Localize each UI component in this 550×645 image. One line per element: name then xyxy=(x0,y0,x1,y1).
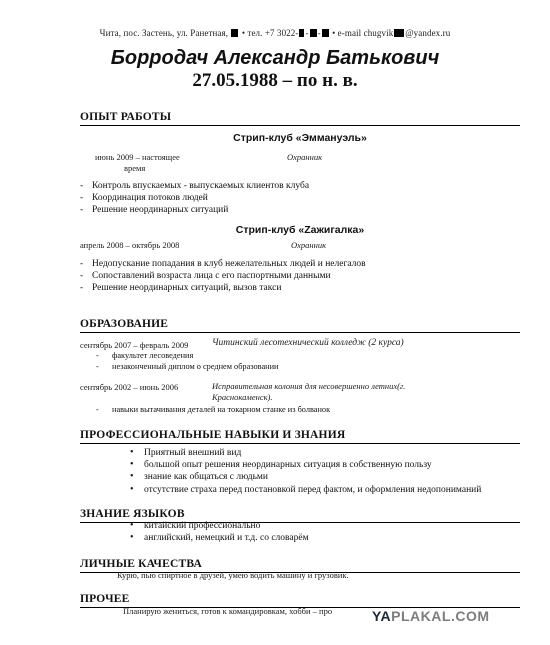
section-other-heading: ПРОЧЕЕ xyxy=(80,589,520,608)
job-company: Стрип-клуб «Zажигалка» xyxy=(235,224,365,236)
list-item: - Недопускание попадания в клуб нежелательных людей и нелегалов xyxy=(80,258,366,270)
list-item: - Решение неординарных ситуаций xyxy=(80,204,309,216)
list-item: • Приятный внешний вид xyxy=(130,447,481,459)
personal-text: Курю, пью спиртное в друзей, умею водить машину и грузовик. xyxy=(117,570,349,580)
section-skills-heading: ПРОФЕССИОНАЛЬНЫЕ НАВЫКИ И ЗНАНИЯ xyxy=(80,425,520,444)
list-item: - незаконченный диплом о среднем образовании xyxy=(96,362,278,373)
education-period: сентябрь 2002 – июнь 2006 xyxy=(80,382,179,392)
section-personal-heading: ЛИЧНЫЕ КАЧЕСТВА xyxy=(80,554,520,573)
job-company: Стрип-клуб «Эммануэль» xyxy=(233,132,367,144)
job-period: июнь 2009 – настоящее xyxy=(95,152,180,162)
date-of-birth: 27.05.1988 – по н. в. xyxy=(192,70,358,91)
education-notes-list xyxy=(96,351,278,372)
contact-email-label: • e-mail chugvik xyxy=(332,28,394,38)
section-languages-heading: ЗНАНИЕ ЯЗЫКОВ xyxy=(80,504,520,523)
education-institution-cont: Краснокаменск). xyxy=(212,392,273,402)
education-institution: Исправительная колония для несовершенно летних(г. xyxy=(212,381,406,391)
list-item: • английский, немецкий и т.д. со словарём xyxy=(130,532,309,544)
contact-email-domain: @yandex.ru xyxy=(405,28,451,38)
job-period: апрель 2008 – октябрь 2008 xyxy=(80,240,180,250)
section-education-heading: ОБРАЗОВАНИЕ xyxy=(80,314,520,333)
redaction-block xyxy=(310,29,317,37)
redaction-block xyxy=(299,29,304,37)
contact-line: Чита, пос. Застень, ул. Ранетная, • тел. +7 3022- - - • e-mail chugvik @yandex.ru xyxy=(99,28,451,38)
list-item: - факультет лесоведения xyxy=(96,351,278,362)
list-item: - Контроль впускаемых - выпускаемых клиентов клуба xyxy=(80,180,309,192)
contact-address: Чита, пос. Застень, ул. Ранетная, xyxy=(99,28,229,38)
redaction-block xyxy=(231,29,238,37)
education-institution: Читинский лесотехнический колледж (2 курса) xyxy=(212,338,404,348)
education-period: сентябрь 2007 – февраль 2009 xyxy=(80,340,189,350)
job-position: Охранник xyxy=(287,152,323,162)
contact-phone: • тел. +7 3022- xyxy=(241,28,299,38)
list-item: - Решение неординарных ситуаций, вызов такси xyxy=(80,282,366,294)
list-item: • китайский профессионально xyxy=(130,520,309,532)
section-experience-heading: ОПЫТ РАБОТЫ xyxy=(80,107,520,126)
skills-list xyxy=(130,447,481,496)
watermark-logo: YAPLAKAL.COM xyxy=(372,608,490,624)
job-period-cont: время xyxy=(124,163,146,173)
list-item: - навыки вытачивания деталей на токарном станке из болванок xyxy=(96,405,330,416)
list-item: • знание как общаться с людьми xyxy=(130,471,481,483)
job-duties-list xyxy=(80,180,309,217)
full-name: Борродач Александр Батькович xyxy=(110,47,440,69)
other-text: Планирую жениться, готов к командировкам, хобби – про xyxy=(123,606,333,616)
list-item: • отсутствие страха перед постановкой перед фактом, и оформления недопониманий xyxy=(130,484,481,496)
languages-list xyxy=(130,520,309,544)
list-item: • большой опыт решения неординарных ситуация в собственную пользу xyxy=(130,459,481,471)
redaction-block xyxy=(394,29,404,37)
education-notes-list xyxy=(96,405,330,416)
list-item: - Координация потоков людей xyxy=(80,192,309,204)
job-position: Охранник xyxy=(291,240,327,250)
redaction-block xyxy=(322,29,329,37)
job-duties-list xyxy=(80,258,366,295)
list-item: - Сопоставлений возраста лица с его паспортными данными xyxy=(80,270,366,282)
